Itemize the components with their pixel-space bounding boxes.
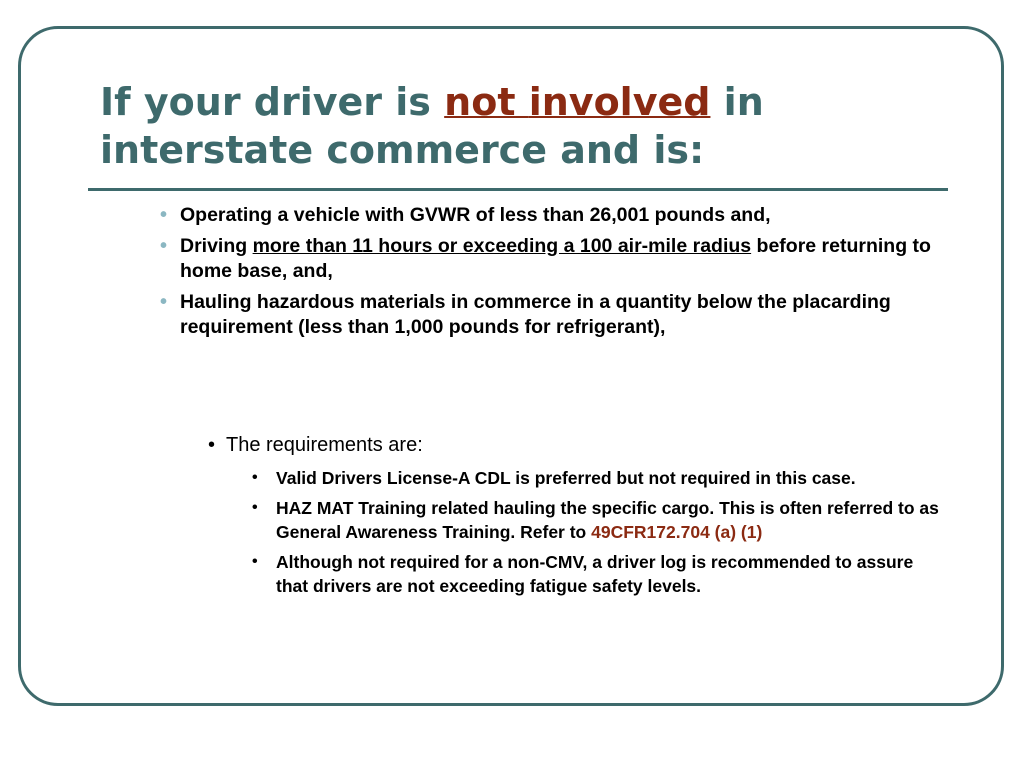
condition-text-post: before returning to home base, and,	[180, 235, 931, 282]
requirement-text: Valid Drivers License-A CDL is preferred but not required in this case.	[276, 468, 856, 488]
bullet-icon: •	[160, 291, 168, 313]
condition-item	[160, 203, 950, 228]
title-divider	[88, 188, 948, 191]
requirements-section	[208, 432, 948, 458]
conditions-list	[160, 203, 950, 346]
bullet-icon: •	[160, 204, 168, 226]
condition-text: Hauling hazardous materials in commerce in a quantity below the placarding requirement (less than 1,000 pounds for refrigerant),	[180, 291, 891, 338]
requirement-text: HAZ MAT Training related hauling the specific cargo. This is often referred to as General Awareness Training. Refer to	[276, 498, 939, 542]
title-highlight-gap	[515, 80, 528, 124]
condition-text: Operating a vehicle with GVWR of less than 26,001 pounds and,	[180, 204, 771, 226]
title-part-1: If your driver is	[100, 80, 445, 124]
requirement-text: Although not required for a non-CMV, a driver log is recommended to assure that drivers are not exceeding fatigue safety levels.	[276, 552, 914, 596]
requirements-heading-item	[208, 432, 948, 458]
condition-text-pre: Driving	[180, 235, 253, 257]
condition-item	[160, 234, 950, 284]
condition-item	[160, 290, 950, 340]
bullet-icon: •	[252, 499, 258, 516]
bullet-icon: •	[252, 469, 258, 486]
requirement-item	[252, 466, 942, 490]
title-highlight-not: not	[444, 80, 516, 124]
requirement-item	[252, 550, 942, 598]
bullet-icon: •	[160, 235, 168, 257]
regulation-reference: 49CFR172.704 (a) (1)	[591, 522, 763, 542]
requirement-item	[252, 496, 942, 544]
requirements-heading: The requirements are:	[226, 434, 423, 456]
requirements-list	[252, 466, 942, 604]
title-highlight-involved: involved	[528, 80, 711, 124]
bullet-icon: •	[208, 434, 216, 456]
title-part-2: in interstate commerce and is:	[100, 80, 764, 172]
bullet-icon: •	[252, 553, 258, 570]
condition-text-underlined: more than 11 hours or exceeding a 100 air-mile radius	[252, 235, 752, 257]
slide-title	[100, 78, 920, 174]
